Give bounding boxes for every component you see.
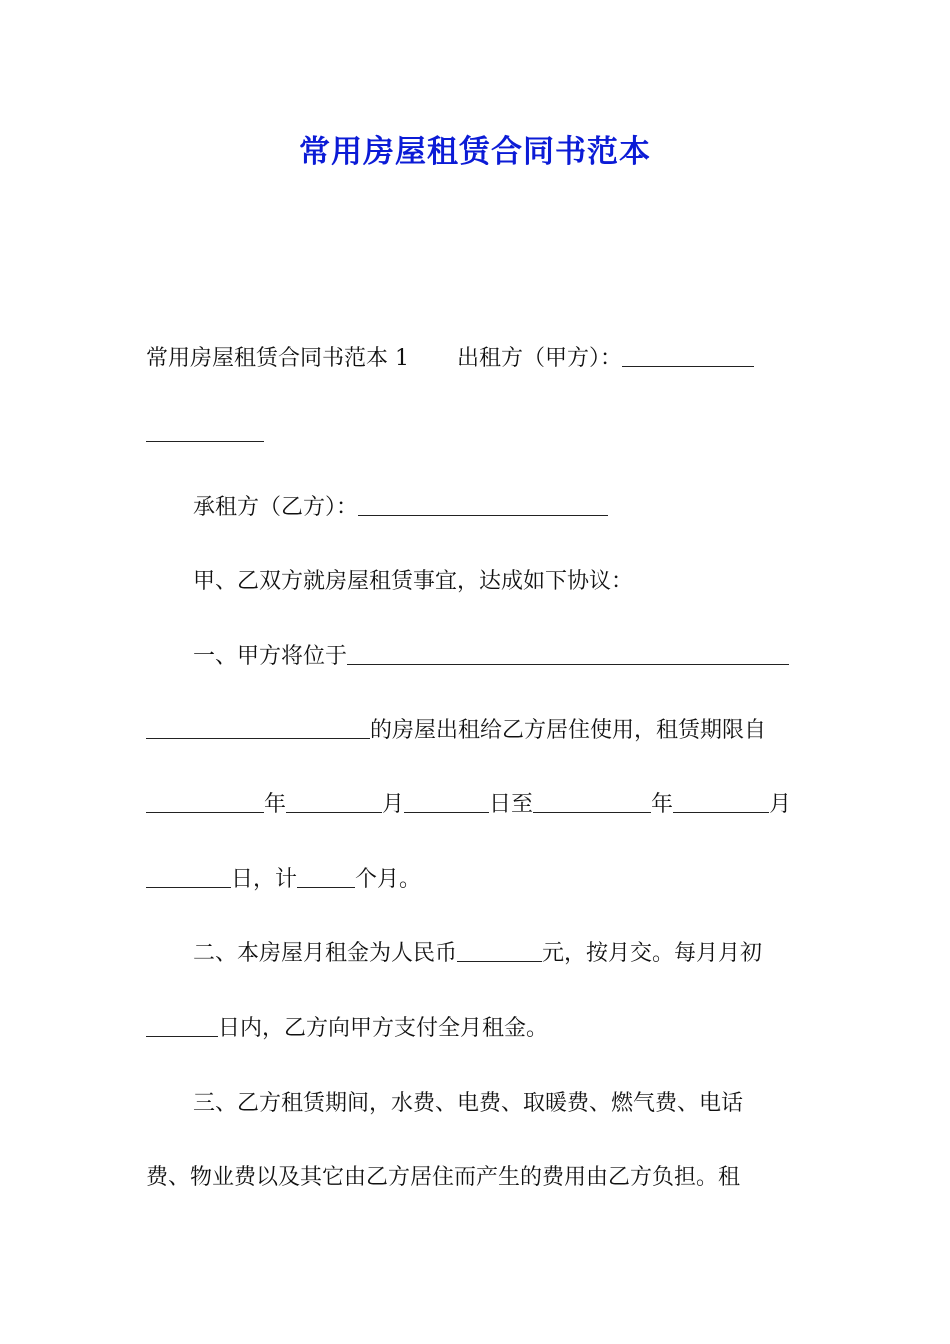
lessor-blank-continuation (146, 416, 810, 452)
clause1-line2 (146, 713, 810, 749)
tenant-blank (358, 490, 608, 516)
clause2-text-pre: 二、本房屋月租金为人民币 (193, 941, 458, 966)
clause2-text-post: 元，按月交。每月月初 (542, 941, 763, 966)
contract-label: 常用房屋租赁合同书范本 1 (146, 346, 409, 371)
document-title: 常用房屋租赁合同书范本 (299, 134, 651, 170)
clause1-line3 (146, 787, 810, 823)
start-month-blank (286, 787, 382, 813)
lessor-label: 出租方（甲方）： (457, 346, 623, 371)
rent-amount-blank (457, 936, 542, 962)
clause3-line1: 三、乙方租赁期间，水费、电费、取暖费、燃气费、电话 (193, 1091, 744, 1116)
clause3-line2: 费、物业费以及其它由乙方居住而产生的费用由乙方负担。租 (146, 1165, 741, 1190)
day-until-label: 日至 (489, 792, 534, 817)
payment-day-blank (146, 1011, 218, 1037)
clause1-line2-text: 的房屋出租给乙方居住使用，租赁期限自 (370, 718, 767, 743)
agreement-intro: 甲、乙双方就房屋租赁事宜，达成如下协议： (193, 569, 634, 594)
day-total-label: 日，计 (231, 867, 298, 892)
header-line (146, 341, 810, 377)
location-blank (347, 639, 789, 665)
end-day-blank (146, 862, 231, 888)
location-blank-2 (146, 713, 370, 739)
lessor-blank (622, 341, 754, 367)
clause2-line2 (146, 1011, 810, 1047)
start-day-blank (404, 787, 489, 813)
clause2-line1 (193, 936, 857, 972)
months-count-blank (297, 862, 355, 888)
tenant-line (193, 490, 857, 526)
start-year-blank (146, 787, 264, 813)
clause1-line1 (193, 639, 857, 675)
month-label: 月 (382, 792, 405, 817)
clause1-prefix: 一、甲方将位于 (193, 644, 348, 669)
month-label-2: 月 (769, 792, 792, 817)
end-year-blank (533, 787, 651, 813)
lessor-blank-2 (146, 416, 264, 442)
clause2-line2-text: 日内，乙方向甲方支付全月租金。 (218, 1016, 549, 1041)
year-label: 年 (264, 792, 287, 817)
year-label-2: 年 (651, 792, 674, 817)
end-month-blank (673, 787, 769, 813)
clause1-line4 (146, 862, 810, 898)
months-label: 个月。 (355, 867, 422, 892)
tenant-label: 承租方（乙方）： (193, 495, 359, 520)
